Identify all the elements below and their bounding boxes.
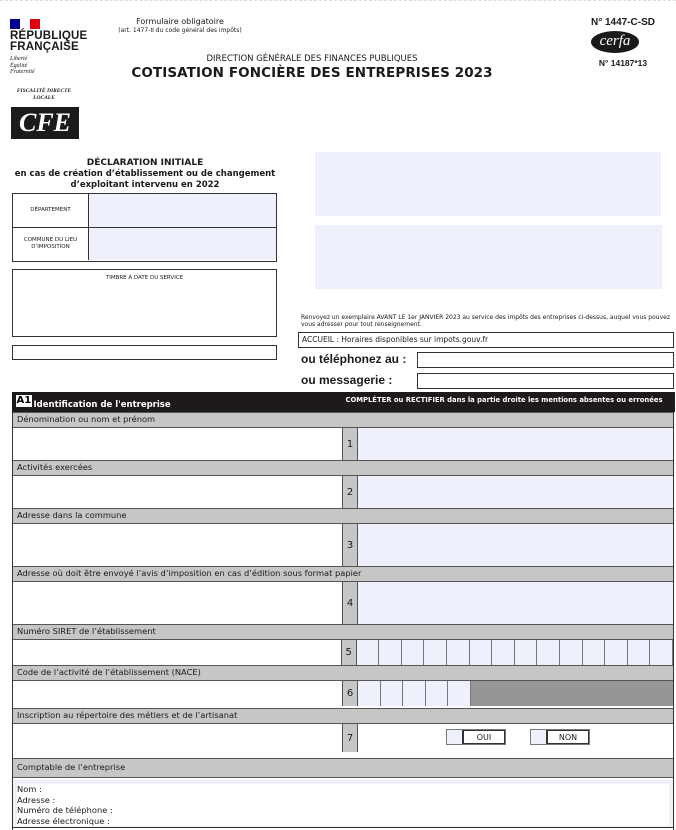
section-a1 [12,392,674,830]
field-label: Adresse où doit être envoyé l’avis d’imposition en cas d’édition sous format papier [13,566,673,582]
section-badge: A1 [16,395,32,406]
digit-cell[interactable] [515,640,538,665]
field-row-7 [13,724,673,752]
non-checkbox[interactable] [530,729,590,745]
checkbox-square[interactable] [531,730,547,744]
field-label: Activités exercées [13,460,673,476]
current-value [13,524,343,566]
digit-cell[interactable] [448,681,471,706]
french-flag-icon [10,19,40,29]
commune-label: COMMUNE DU LIEU D’IMPOSITION [13,228,89,260]
oui-label: OUI [463,730,505,744]
artisanat-choice [358,724,673,752]
fiscalite-label: FISCALITÉ DIRECTE LOCALE [16,88,72,101]
activites-input[interactable] [358,476,673,508]
digit-cell[interactable] [470,640,493,665]
telephone-label: ou téléphonez au : [301,352,407,366]
page-top-edge [0,0,676,1]
cerfa-number: N° 14187*13 [598,58,648,68]
service-field[interactable] [12,345,277,360]
digit-cell[interactable] [560,640,583,665]
page-title: COTISATION FONCIÈRE DES ENTREPRISES 2023 [131,65,493,81]
field-row-6 [13,681,673,706]
digit-cell[interactable] [628,640,651,665]
adresse-avis-input[interactable] [358,582,673,624]
comptable-label: Comptable de l’entreprise [13,758,673,778]
current-value [13,681,343,706]
field-row-2 [13,476,673,508]
field-label: Adresse dans la commune [13,508,673,524]
telephone-field[interactable] [417,352,674,368]
digit-cell[interactable] [426,681,449,706]
comptable-email: Adresse électronique : [17,816,669,827]
commune-field[interactable] [89,228,276,260]
digit-cell[interactable] [402,640,425,665]
disabled-area [471,681,673,706]
republique-logo: RÉPUBLIQUE FRANÇAISE [10,30,88,53]
field-row-5 [13,640,673,665]
field-label: Numéro SIRET de l’établissement [13,624,673,640]
form-number: N° 1447-C-SD [590,17,656,28]
adresse-commune-input[interactable] [358,524,673,566]
field-number: 3 [343,524,358,566]
digit-cell[interactable] [492,640,515,665]
comptable-field[interactable] [13,780,673,828]
declaration-heading: DÉCLARATION INITIALE en cas de création d’établissement ou de changement d’exploitant intervenu en 2022 [14,158,276,190]
commune-row [13,228,276,260]
non-label: NON [547,730,589,744]
formulaire-obligatoire: Formulaire obligatoire (art. 1477-II du code général des impôts) [118,17,242,34]
digit-cell[interactable] [447,640,470,665]
digit-cell[interactable] [605,640,628,665]
departement-row [13,194,276,228]
current-value [13,640,342,665]
cfe-badge: CFE [11,107,79,139]
messagerie-label: ou messagerie : [301,373,393,387]
digit-cell[interactable] [650,640,673,665]
field-label: Inscription au répertoire des métiers et de l’artisanat [13,708,673,724]
comptable-adresse: Adresse : [17,795,669,806]
messagerie-field[interactable] [417,373,674,389]
field-row-4 [13,582,673,624]
checkbox-square[interactable] [447,730,463,744]
digit-cell[interactable] [583,640,606,665]
digit-cell[interactable] [537,640,560,665]
accueil-box: ACCUEIL : Horaires disponibles sur impots.gouv.fr [298,332,674,348]
renvoyez-instructions: Renvoyez un exemplaire AVANT LE 1er JANVIER 2023 au service des impôts des entreprises ci-dessus, auquel vous pouvez vous adresser pour tout renseignement. [301,314,670,328]
timbre-box: TIMBRE À DATE DU SERVICE [12,269,277,337]
field-number: 7 [343,724,358,752]
oui-checkbox[interactable] [446,729,506,745]
comptable-telephone: Numéro de téléphone : [17,805,669,816]
denomination-input[interactable] [358,428,673,460]
digit-cell[interactable] [379,640,402,665]
field-number: 6 [343,681,358,706]
cerfa-logo: cerfa [591,31,639,53]
current-value [13,428,343,460]
field-label: Code de l’activité de l’établissement (NACE) [13,665,673,681]
direction-label: DIRECTION GÉNÉRALE DES FINANCES PUBLIQUES [206,54,418,64]
current-value [13,582,343,624]
field-row-3 [13,524,673,566]
digit-cell[interactable] [358,681,381,706]
departement-field[interactable] [89,194,276,227]
nace-input [358,681,673,706]
digit-cell[interactable] [381,681,404,706]
service-address-field[interactable] [315,152,661,216]
digit-cell[interactable] [403,681,426,706]
current-value [13,724,343,752]
section-a1-header [12,392,675,412]
location-box [12,193,277,262]
comptable-nom: Nom : [17,784,669,795]
field-number: 2 [343,476,358,508]
section-title: Identification de l'entreprise [33,400,171,410]
digit-cell[interactable] [424,640,447,665]
field-row-1 [13,428,673,460]
field-number: 1 [343,428,358,460]
field-label: Dénomination ou nom et prénom [13,412,673,428]
devise: Liberté Égalité Fraternité [10,56,35,75]
digit-cell[interactable] [357,640,380,665]
current-value [13,476,343,508]
siret-input [357,640,673,665]
section-hint: COMPLÉTER ou RECTIFIER dans la partie droite les mentions absentes ou erronées [345,396,663,404]
taxpayer-address-field[interactable] [315,225,662,289]
field-number: 5 [342,640,357,665]
field-number: 4 [343,582,358,624]
departement-label: DÉPARTEMENT [13,194,89,227]
